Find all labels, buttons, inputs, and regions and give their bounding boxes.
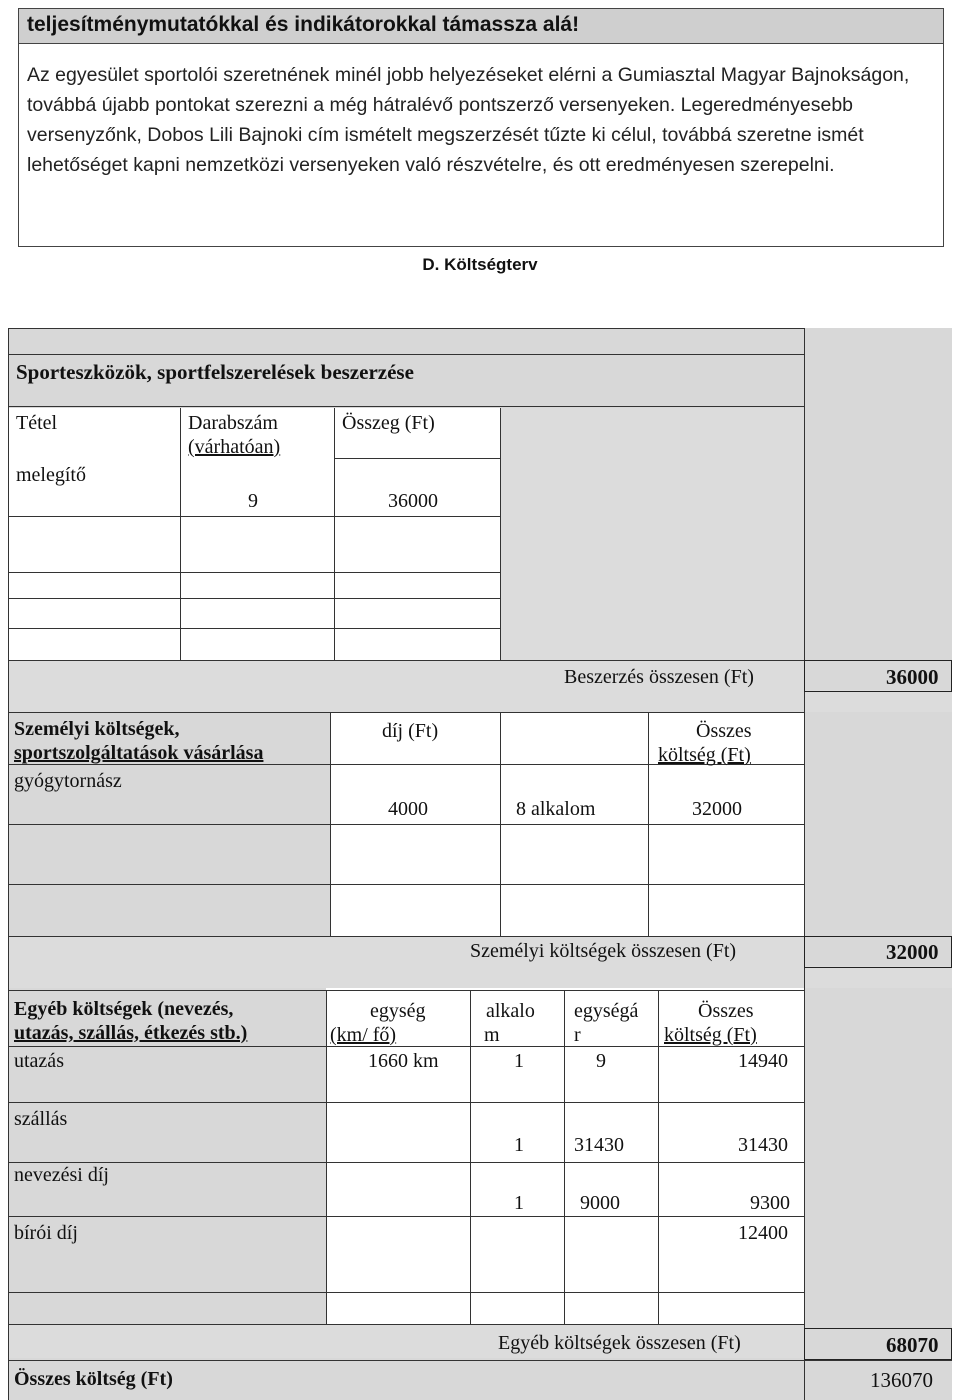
right-shade-column	[804, 328, 952, 1400]
personal-title-line1: Személyi költségek,	[14, 718, 180, 740]
personal-row-total: 32000	[692, 798, 742, 820]
equipment-row-item: melegítő	[16, 464, 86, 486]
other-row-item: utazás	[14, 1050, 64, 1072]
other-row-times: 1	[514, 1192, 524, 1214]
other-row-total: 14940	[738, 1050, 788, 1072]
other-row-item: szállás	[14, 1108, 68, 1130]
other-col-unitprice-line1: egységá	[574, 1000, 639, 1022]
equipment-col-amount: Összeg (Ft)	[342, 412, 435, 434]
objectives-header	[18, 8, 944, 44]
other-row-item: bírói díj	[14, 1222, 78, 1244]
personal-total-label: Személyi költségek összesen (Ft)	[470, 940, 737, 962]
grand-total-value: 136070	[870, 1368, 933, 1392]
personal-col-fee: díj (Ft)	[382, 720, 439, 742]
other-row-times: 1	[514, 1134, 524, 1156]
other-col-unitprice-line2: r	[574, 1024, 581, 1046]
personal-row-count: 8 alkalom	[516, 798, 596, 820]
objectives-header-text: teljesítménymutatókkal és indikátorokkal támassza alá!	[27, 13, 580, 36]
other-row-unit: 1660 km	[368, 1050, 439, 1072]
equipment-right-shade	[500, 408, 804, 660]
equipment-total-label: Beszerzés összesen (Ft)	[564, 666, 754, 688]
other-total-label: Egyéb költségek összesen (Ft)	[498, 1332, 741, 1354]
equipment-row-qty: 9	[248, 490, 258, 512]
other-col-total-line2: költség (Ft)	[664, 1024, 757, 1046]
equipment-col-qty-note: (várhatóan)	[188, 436, 281, 458]
objectives-body	[18, 44, 944, 247]
section-title: D. Költségterv	[422, 255, 538, 274]
other-row-total: 9300	[750, 1192, 790, 1214]
other-col-times-line2: m	[484, 1024, 500, 1046]
personal-total-value: 32000	[886, 940, 939, 964]
personal-col-total-line2: költség (Ft)	[658, 744, 751, 766]
other-row-unit-price: 9	[596, 1050, 606, 1072]
personal-col-total-line1: Összes	[696, 720, 752, 742]
other-col-unit-line1: egység	[370, 1000, 426, 1022]
other-row-item: nevezési díj	[14, 1164, 109, 1186]
equipment-col-item: Tétel	[16, 412, 58, 434]
personal-row-fee: 4000	[388, 798, 428, 820]
other-row-unit-price: 9000	[580, 1192, 620, 1214]
other-col-total-line1: Összes	[698, 1000, 754, 1022]
other-row-unit-price: 31430	[574, 1134, 624, 1156]
objectives-text: Az egyesület sportolói szeretnének minél jobb helyezéseket elérni a Gumiasztal Magyar Bajnokságon, továbbá újabb pontokat szerezni a még hátralévő pontszerző versenyeken. Legeredményesebb versenyzőnk, Dobos Lili Bajnoki cím ismételt megszerzését tűzte ki célul, továbbá szeretne ismét lehetőséget kapni nemzetközi versenyeken való részvételre, és ott eredményesen szerepelni.	[27, 64, 910, 176]
equipment-title: Sporteszközök, sportfelszerelések beszerzése	[16, 360, 414, 384]
personal-gap-band	[8, 690, 952, 712]
other-total-value: 68070	[886, 1333, 939, 1357]
other-gap-band	[8, 966, 952, 988]
personal-row-item: gyógytornász	[14, 770, 122, 792]
personal-title-line2: sportszolgáltatások vásárlása	[14, 742, 264, 764]
other-row-times: 1	[514, 1050, 524, 1072]
grand-total-label: Összes költség (Ft)	[14, 1368, 173, 1390]
other-row-total: 12400	[738, 1222, 788, 1244]
equipment-row-amount: 36000	[388, 490, 438, 512]
other-title-line1: Egyéb költségek (nevezés,	[14, 998, 234, 1020]
budget-table	[8, 328, 952, 1400]
other-col-unit-line2: (km/ fő)	[330, 1024, 397, 1046]
other-col-times-line1: alkalo	[486, 1000, 535, 1022]
other-row-total: 31430	[738, 1134, 788, 1156]
equipment-col-qty: Darabszám	[188, 412, 278, 434]
other-title-line2: utazás, szállás, étkezés stb.)	[14, 1022, 248, 1044]
equipment-total-value: 36000	[886, 665, 939, 689]
